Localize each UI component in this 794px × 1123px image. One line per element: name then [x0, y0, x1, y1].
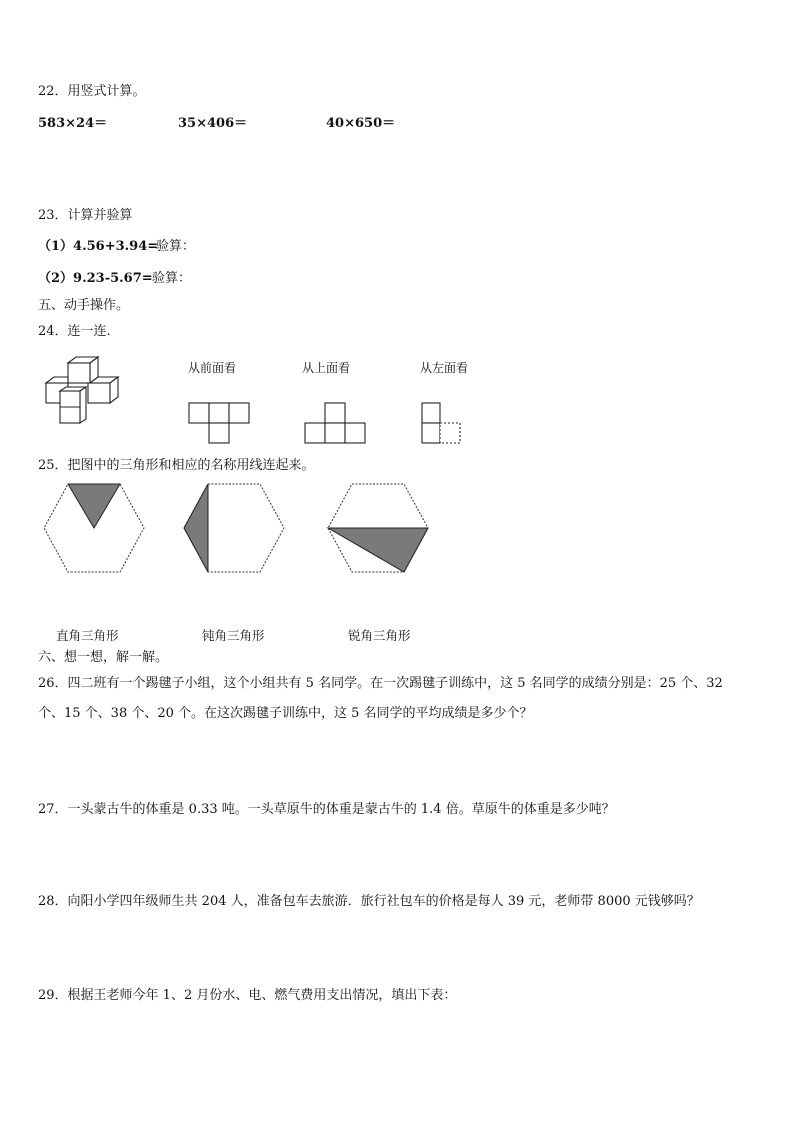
q23-title: 23．计算并验算	[38, 208, 133, 223]
q26-line-2: 个、15 个、38 个、20 个。在这次踢毽子训练中，这 5 名同学的平均成绩是多少个？	[38, 706, 533, 721]
view-shape-3	[421, 402, 465, 444]
section-6-heading: 六、想一想，解一解。	[38, 650, 169, 665]
q27-text: 27．一头蒙古牛的体重是 0.33 吨。一头草原牛的体重是蒙古牛的 1.4 倍。草原牛的体重是多少吨？	[38, 802, 615, 817]
view-label-left: 从左面看	[420, 361, 469, 375]
hexagon-figure-3	[326, 482, 430, 574]
view-shape-2	[304, 402, 368, 444]
q22-item-3: 40×650＝	[326, 116, 396, 131]
triangle-name-obtuse: 钝角三角形	[202, 628, 265, 643]
q22-title: 22．用竖式计算。	[38, 84, 146, 99]
q22-item-1: 583×24＝	[38, 116, 108, 131]
hexagon-figure-2	[182, 482, 286, 574]
q23-check-2: 验算：	[152, 271, 192, 286]
view-label-top: 从上面看	[302, 361, 351, 375]
q23-item-1: （1）4.56+3.94=	[38, 239, 159, 254]
q23-item-2: （2）9.23-5.67=	[38, 271, 153, 286]
triangle-name-acute: 锐角三角形	[348, 628, 411, 643]
triangle-name-right: 直角三角形	[56, 628, 119, 643]
q22-item-2: 35×406＝	[178, 116, 248, 131]
hexagon-figure-1	[42, 482, 146, 574]
q25-title: 25．把图中的三角形和相应的名称用线连起来。	[38, 458, 315, 473]
view-label-front: 从前面看	[188, 361, 237, 375]
q28-text: 28．向阳小学四年级师生共 204 人，准备包车去旅游．旅行社包车的价格是每人 39 元，老师带 8000 元钱够吗？	[38, 894, 700, 909]
q26-line-1: 26．四二班有一个踢毽子小组，这个小组共有 5 名同学。在一次踢毽子训练中，这 5 名同学的成绩分别是：25 个、32	[38, 676, 723, 691]
q29-text: 29．根据王老师今年 1、2 月份水、电、燃气费用支出情况，填出下表：	[38, 988, 457, 1003]
view-shape-1	[188, 402, 252, 444]
q24-title: 24．连一连.	[38, 324, 111, 339]
q23-check-1: 验算：	[156, 239, 196, 254]
section-5-heading: 五、动手操作。	[38, 298, 130, 313]
cube-stack-figure	[40, 355, 120, 427]
